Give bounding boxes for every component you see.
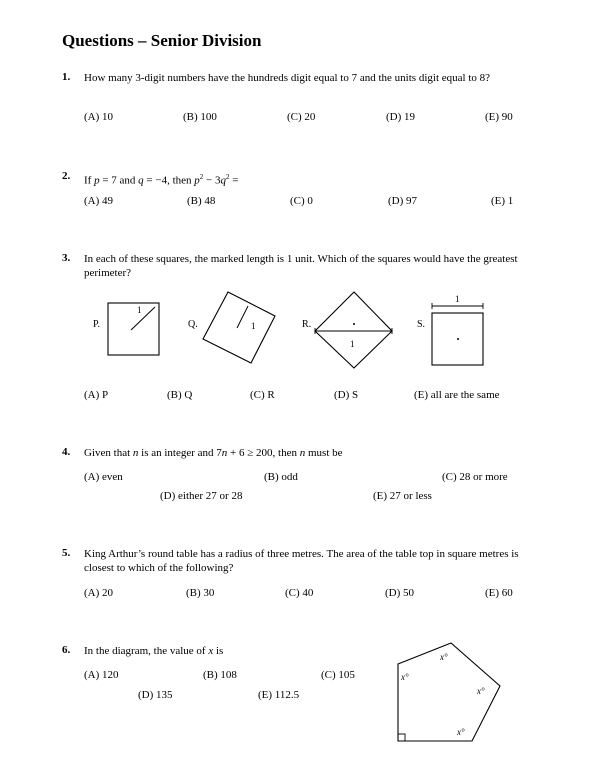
text-tail: must be: [305, 447, 343, 459]
var-n: n: [299, 447, 306, 459]
question-number: 4.: [62, 446, 71, 458]
option-b: (B) 48: [187, 195, 216, 207]
figure-label-r: R.: [302, 319, 312, 330]
option-a: (A) even: [84, 471, 123, 483]
angle-label: x°: [440, 652, 448, 662]
var-q: q: [220, 174, 226, 187]
option-b: (B) 108: [203, 669, 237, 681]
text-minus: − 3: [203, 174, 221, 187]
option-c: (C) 20: [287, 111, 316, 123]
option-a: (A) 120: [84, 669, 119, 681]
option-e: (E) 1: [491, 195, 514, 207]
text-tail: is: [213, 645, 224, 657]
option-d: (D) either 27 or 28: [160, 490, 243, 502]
option-c: (C) 28 or more: [442, 471, 508, 483]
option-a: (A) 20: [84, 587, 114, 599]
option-b: (B) odd: [264, 471, 298, 483]
question-number: 2.: [62, 170, 71, 182]
option-a: (A) 10: [84, 111, 114, 123]
text-eq2: = −4, then: [143, 174, 195, 187]
option-e: (E) 90: [485, 111, 513, 123]
pentagon: [398, 643, 500, 741]
option-b: (B) Q: [167, 389, 193, 401]
option-c: (C) R: [250, 389, 275, 401]
page-title: Questions – Senior Division: [62, 31, 262, 50]
question-number: 5.: [62, 547, 71, 559]
question-number: 3.: [62, 252, 71, 264]
option-d: (D) 135: [138, 689, 173, 701]
option-c: (C) 0: [290, 195, 313, 207]
text-mid: is an integer and 7: [138, 447, 222, 459]
text-prefix: In the diagram, the value of: [84, 645, 209, 657]
text-prefix: Given that: [84, 447, 133, 459]
exponent: 2: [226, 173, 230, 181]
option-b: (B) 100: [183, 111, 217, 123]
text-eq1: = 7 and: [99, 174, 139, 187]
text-prefix: If: [84, 174, 95, 187]
angle-label: x°: [401, 672, 409, 682]
option-c: (C) 40: [285, 587, 314, 599]
question-text: King Arthur’s round table has a radius of three metres. The area of the table top in square metres is closest to which of the following?: [84, 548, 519, 574]
unit-label-s: 1: [455, 294, 460, 304]
right-angle-marker: [398, 734, 405, 741]
option-a: (A) 49: [84, 195, 114, 207]
var-p: p: [94, 174, 100, 187]
option-d: (D) S: [334, 389, 359, 401]
unit-label-q: 1: [251, 321, 256, 331]
text-tail: =: [229, 174, 239, 187]
option-d: (D) 19: [386, 111, 416, 123]
option-e: (E) 60: [485, 587, 513, 599]
option-a: (A) P: [84, 389, 109, 401]
question-number: 1.: [62, 71, 71, 83]
text-inequality: + 6 ≥ 200, then: [227, 447, 300, 459]
angle-label: x°: [457, 727, 465, 737]
option-d: (D) 97: [388, 195, 418, 207]
option-c: (C) 105: [321, 669, 355, 681]
figure-label-p: P.: [93, 319, 100, 330]
unit-label-p: 1: [137, 305, 142, 315]
var-n: n: [221, 447, 228, 459]
var-n: n: [132, 447, 139, 459]
unit-label-r: 1: [350, 339, 355, 349]
question-text: In each of these squares, the marked length is 1 unit. Which of the squares would have the greatest perimeter?: [84, 253, 518, 279]
option-b: (B) 30: [186, 587, 215, 599]
option-e: (E) 27 or less: [373, 490, 432, 502]
option-e: (E) all are the same: [414, 389, 500, 401]
option-d: (D) 50: [385, 587, 415, 599]
figure-label-s: S.: [417, 319, 426, 330]
figure-label-q: Q.: [188, 319, 198, 330]
question-text: How many 3-digit numbers have the hundreds digit equal to 7 and the units digit equal to 8?: [84, 72, 491, 84]
angle-label: x°: [477, 686, 485, 696]
question-number: 6.: [62, 644, 71, 656]
var-x: x: [208, 645, 214, 657]
option-e: (E) 112.5: [258, 689, 300, 701]
var-q: q: [138, 174, 144, 187]
var-p: p: [194, 174, 200, 187]
exponent: 2: [199, 173, 204, 181]
